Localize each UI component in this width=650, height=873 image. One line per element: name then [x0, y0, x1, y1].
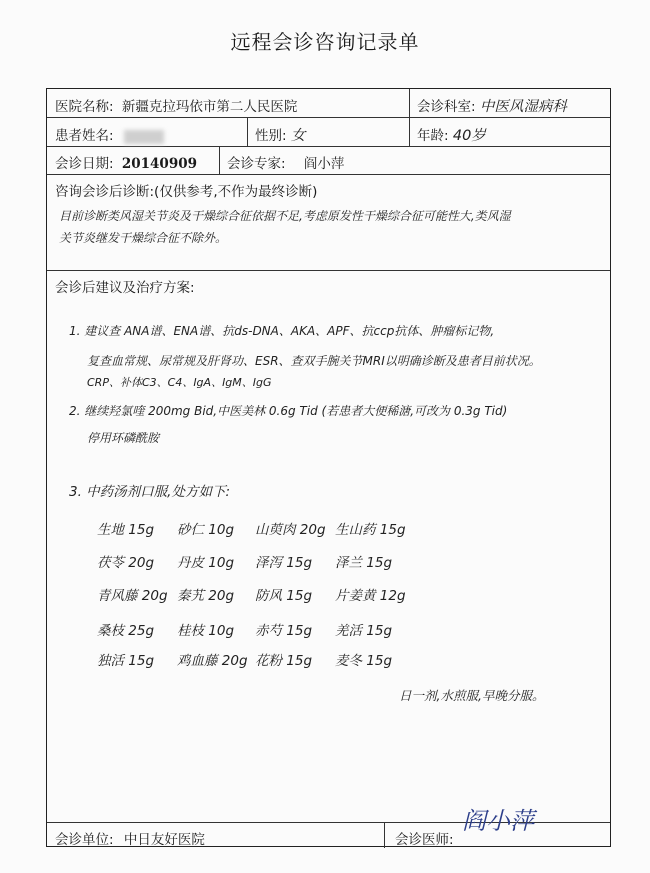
plan-line: CRP、补体C3、C4、IgA、IgM、IgG [87, 376, 272, 389]
plan-line: 复查血常规、尿常规及肝肾功、ESR、查双手腕关节MRI以明确诊断及患者目前状况。 [87, 354, 541, 368]
herb-item: 砂仁 10g [177, 522, 235, 538]
herb-item: 花粉 15g [255, 653, 313, 669]
dosage-instructions: 日一剂,水煎服,早晚分服。 [399, 688, 545, 703]
row-divider [47, 174, 610, 175]
herb-item: 泽兰 15g [335, 555, 393, 571]
herb-item: 生山药 15g [335, 522, 406, 538]
date-field [55, 152, 197, 172]
plan-label: 会诊后建议及治疗方案: [55, 280, 195, 296]
herb-item: 青风藤 20g [97, 588, 168, 604]
herb-item: 赤芍 15g [255, 623, 313, 639]
date-value: 20140909 [121, 156, 198, 172]
doctor-label: 会诊医师: [395, 832, 454, 848]
age-field [417, 124, 486, 145]
plan-line: 2. 继续羟氯喹 200mg Bid,中医美林 0.6g Tid (若患者大便稀溏,可改为 0.3g Tid) [69, 404, 508, 418]
herb-item: 秦艽 20g [177, 588, 235, 604]
section-divider [47, 270, 610, 271]
hospital-value: 新疆克拉玛依市第二人民医院 [121, 99, 298, 115]
expert-label: 会诊专家: [227, 156, 286, 172]
plan-line: 3. 中药汤剂口服,处方如下: [69, 484, 231, 500]
herb-item: 鸡血藤 20g [177, 653, 248, 669]
col-divider [384, 822, 385, 848]
age-value: 40岁 [452, 128, 486, 144]
row-divider [47, 146, 610, 147]
herb-item: 桂枝 10g [177, 623, 235, 639]
doctor-signature: 阎小萍 [462, 807, 534, 835]
patient-label: 患者姓名: [55, 128, 114, 144]
plan-line: 停用环磷酰胺 [87, 431, 160, 445]
dept-label: 会诊科室: [417, 99, 476, 115]
age-label: 年龄: [417, 128, 449, 144]
unit-field [55, 828, 205, 848]
herb-item: 独活 15g [97, 653, 155, 669]
gender-label: 性别: [255, 128, 287, 144]
plan-line: 1. 建议查 ANA谱、ENA谱、抗ds-DNA、AKA、APF、抗ccp抗体、肿瘤标记物, [69, 324, 495, 338]
herb-item: 山萸肉 20g [255, 522, 326, 538]
col-divider [247, 117, 248, 146]
gender-field [255, 124, 305, 145]
patient-field [55, 124, 164, 144]
date-label: 会诊日期: [55, 156, 114, 172]
form-title: 远程会诊咨询记录单 [230, 30, 420, 54]
diagnosis-line: 关节炎继发干燥综合征不除外。 [59, 231, 228, 245]
hospital-field [55, 95, 297, 115]
col-divider [219, 146, 220, 174]
row-divider [47, 117, 610, 118]
herb-item: 桑枝 25g [97, 623, 155, 639]
col-divider [409, 89, 410, 146]
doctor-field [395, 828, 454, 848]
herb-item: 片姜黄 12g [335, 588, 406, 604]
redacted-name [124, 130, 164, 144]
herb-item: 丹皮 10g [177, 555, 235, 571]
dept-field [417, 95, 567, 116]
herb-item: 泽泻 15g [255, 555, 313, 571]
unit-value: 中日友好医院 [123, 832, 205, 848]
diagnosis-label: 咨询会诊后诊断:(仅供参考,不作为最终诊断) [55, 184, 318, 200]
hospital-label: 医院名称: [55, 99, 114, 115]
dept-value: 中医风湿病科 [479, 99, 567, 115]
expert-field [227, 152, 344, 172]
herb-item: 防风 15g [255, 588, 313, 604]
consultation-form [46, 88, 611, 847]
herb-item: 茯苓 20g [97, 555, 155, 571]
gender-value: 女 [290, 128, 306, 144]
herb-item: 麦冬 15g [335, 653, 393, 669]
diagnosis-line: 目前诊断类风湿关节炎及干燥综合征依据不足,考虑原发性干燥综合征可能性大,类风湿 [59, 209, 511, 223]
unit-label: 会诊单位: [55, 832, 114, 848]
expert-value: 阎小萍 [303, 156, 345, 172]
herb-item: 生地 15g [97, 522, 155, 538]
herb-item: 羌活 15g [335, 623, 393, 639]
